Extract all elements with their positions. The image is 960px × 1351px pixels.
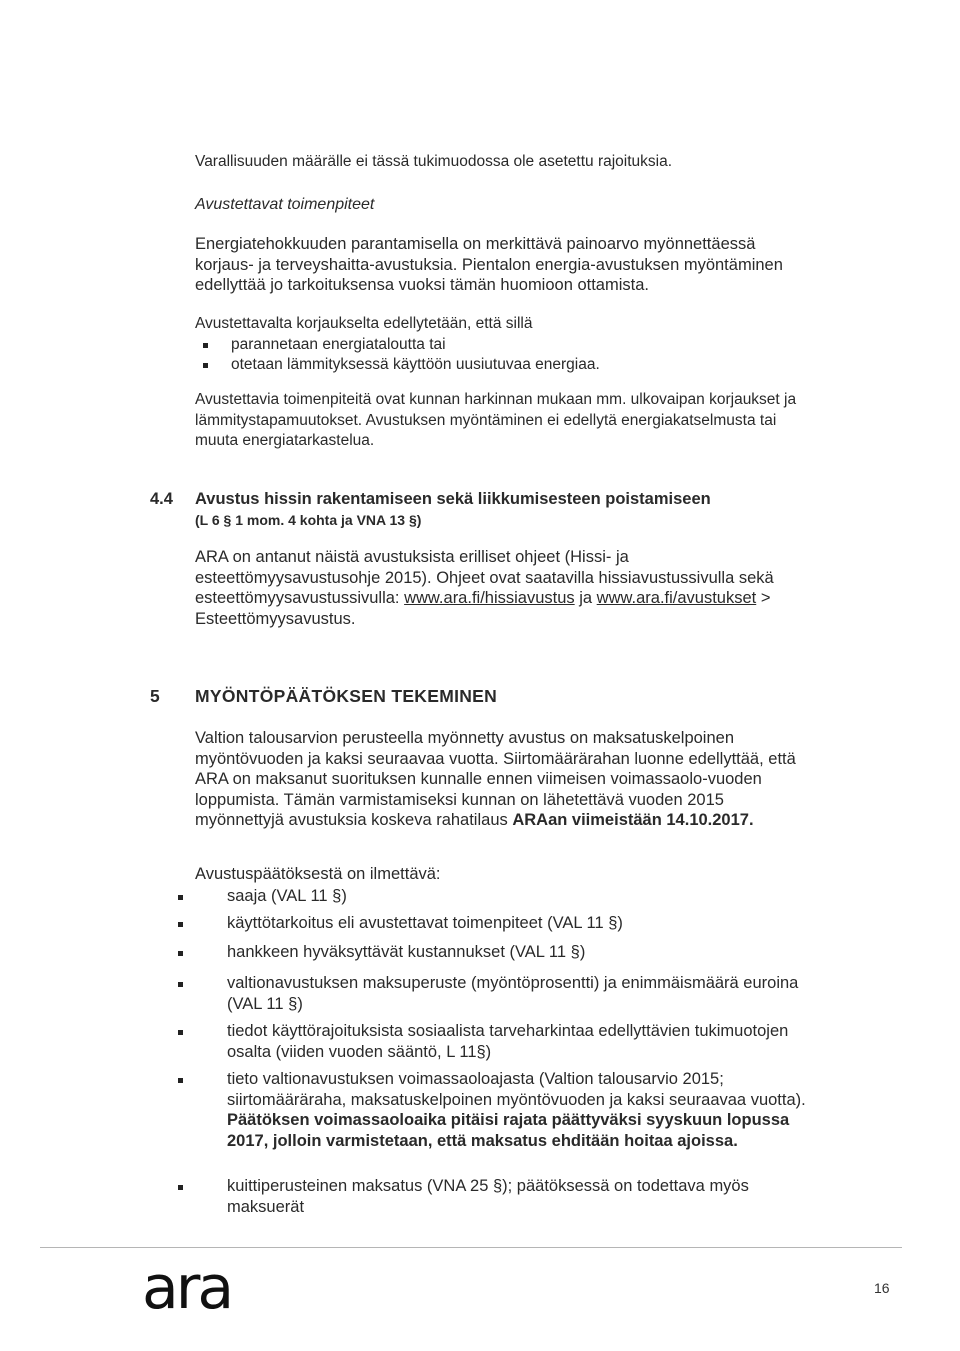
asset-limit-paragraph: Varallisuuden määrälle ei tässä tukimuodossa ole asetettu rajoituksia.	[195, 153, 673, 170]
bullet-icon	[178, 1078, 183, 1083]
list-item: parannetaan energiataloutta tai	[203, 335, 815, 356]
hissiavustus-link[interactable]: www.ara.fi/hissiavustus	[404, 589, 575, 607]
bullet-icon	[178, 922, 183, 927]
energy-paragraph: Energiatehokkuuden parantamisella on merkittävä painoarvo myönnettäessä korjaus- ja terveyshaitta-avustuksia. Pientalon energia-avustuksen myöntäminen edellyttää jo tarkoituksensa vuoksi tämän huomioon ottamista.	[195, 235, 783, 294]
bullet-icon	[178, 1030, 183, 1035]
list-item: kuittiperusteinen maksatus (VNA 25 §); päätöksessä on todettava myös maksuerät	[178, 1176, 818, 1217]
list-item: tieto valtionavustuksen voimassaoloajasta (Valtion talousarvio 2015; siirtomääräraha, maksatuskelpoinen myöntövuoden ja kaksi seuraavaa vuotta). Päätöksen voimassaoloaika pitäisi rajata päättyväksi syyskuun lopussa 2017, jolloin varmistetaan, että maksatus ehditään hoitaa ajoissa.	[178, 1069, 818, 1151]
page-number: 16	[874, 1280, 890, 1296]
bullet-icon	[178, 895, 183, 900]
bullet-icon	[178, 1185, 183, 1190]
section-5-title: MYÖNTÖPÄÄTÖKSEN TEKEMINEN	[195, 686, 498, 706]
bullet-icon	[178, 951, 183, 956]
list-item: saaja (VAL 11 §)	[178, 886, 818, 907]
requirement-block: Avustettavalta korjaukselta edellytetään, että sillä parannetaan energiataloutta tai otetaan lämmityksessä käyttöön uusiutuvaa energiaa.	[195, 314, 815, 376]
section-5-paragraph: Valtion talousarvion perusteella myönnetty avustus on maksatuskelpoinen myöntövuoden ja kaksi seuraavaa vuotta. Siirtomäärärahan luonne edellyttää, että ARA on maksanut suorituksen kunnalle ennen viimeisen voimassaolo-vuoden loppumista. Tämän varmistamiseksi kunnan on lähetettävä vuoden 2015 myönnettyjä avustuksia koskeva rahatilaus ARAan viimeistään 14.10.2017.	[195, 729, 796, 829]
bullet-icon	[178, 982, 183, 987]
list-item: otetaan lämmityksessä käyttöön uusiutuvaa energiaa.	[203, 355, 815, 376]
section-5-number: 5	[150, 686, 161, 706]
avustukset-link[interactable]: www.ara.fi/avustukset	[596, 589, 757, 607]
list-item: valtionavustuksen maksuperuste (myöntöprosentti) ja enimmäismäärä euroina (VAL 11 §)	[178, 973, 818, 1014]
list-item: tiedot käyttörajoituksista sosiaalista tarveharkintaa edellyttävien tukimuotojen osalta (viiden vuoden sääntö, L 11§)	[178, 1021, 818, 1062]
list-item: hankkeen hyväksyttävät kustannukset (VAL 11 §)	[178, 942, 818, 963]
ara-logo: ara	[142, 1253, 232, 1323]
section-title: Avustus hissin rakentamiseen sekä liikkumisesteen poistamiseen	[195, 490, 711, 508]
subheading-measures: Avustettavat toimenpiteet	[195, 196, 375, 213]
footer-divider	[40, 1247, 902, 1248]
section-reference: (L 6 § 1 mom. 4 kohta ja VNA 13 §)	[195, 512, 422, 528]
bullet-icon	[203, 343, 208, 348]
bullet-icon	[203, 363, 208, 368]
measures-paragraph: Avustettavia toimenpiteitä ovat kunnan harkinnan mukaan mm. ulkovaipan korjaukset ja lämmitystapamuutokset. Avustuksen myöntäminen ei edellytä energiakatselmusta tai muuta energiatarkastelua.	[195, 391, 797, 449]
section-number: 4.4	[150, 490, 173, 508]
list-intro: Avustuspäätöksestä on ilmettävä:	[195, 865, 441, 883]
list-item: käyttötarkoitus eli avustettavat toimenpiteet (VAL 11 §)	[178, 913, 818, 934]
section-4-4-paragraph: ARA on antanut näistä avustuksista erilliset ohjeet (Hissi- ja esteettömyysavustusohje 2015). Ohjeet ovat saatavilla hissiavustussivulla sekä esteettömyysavustussivulla: www.ara.fi/hissiavustus ja www.ara.fi/avustukset > Esteettömyysavustus.	[195, 548, 774, 628]
